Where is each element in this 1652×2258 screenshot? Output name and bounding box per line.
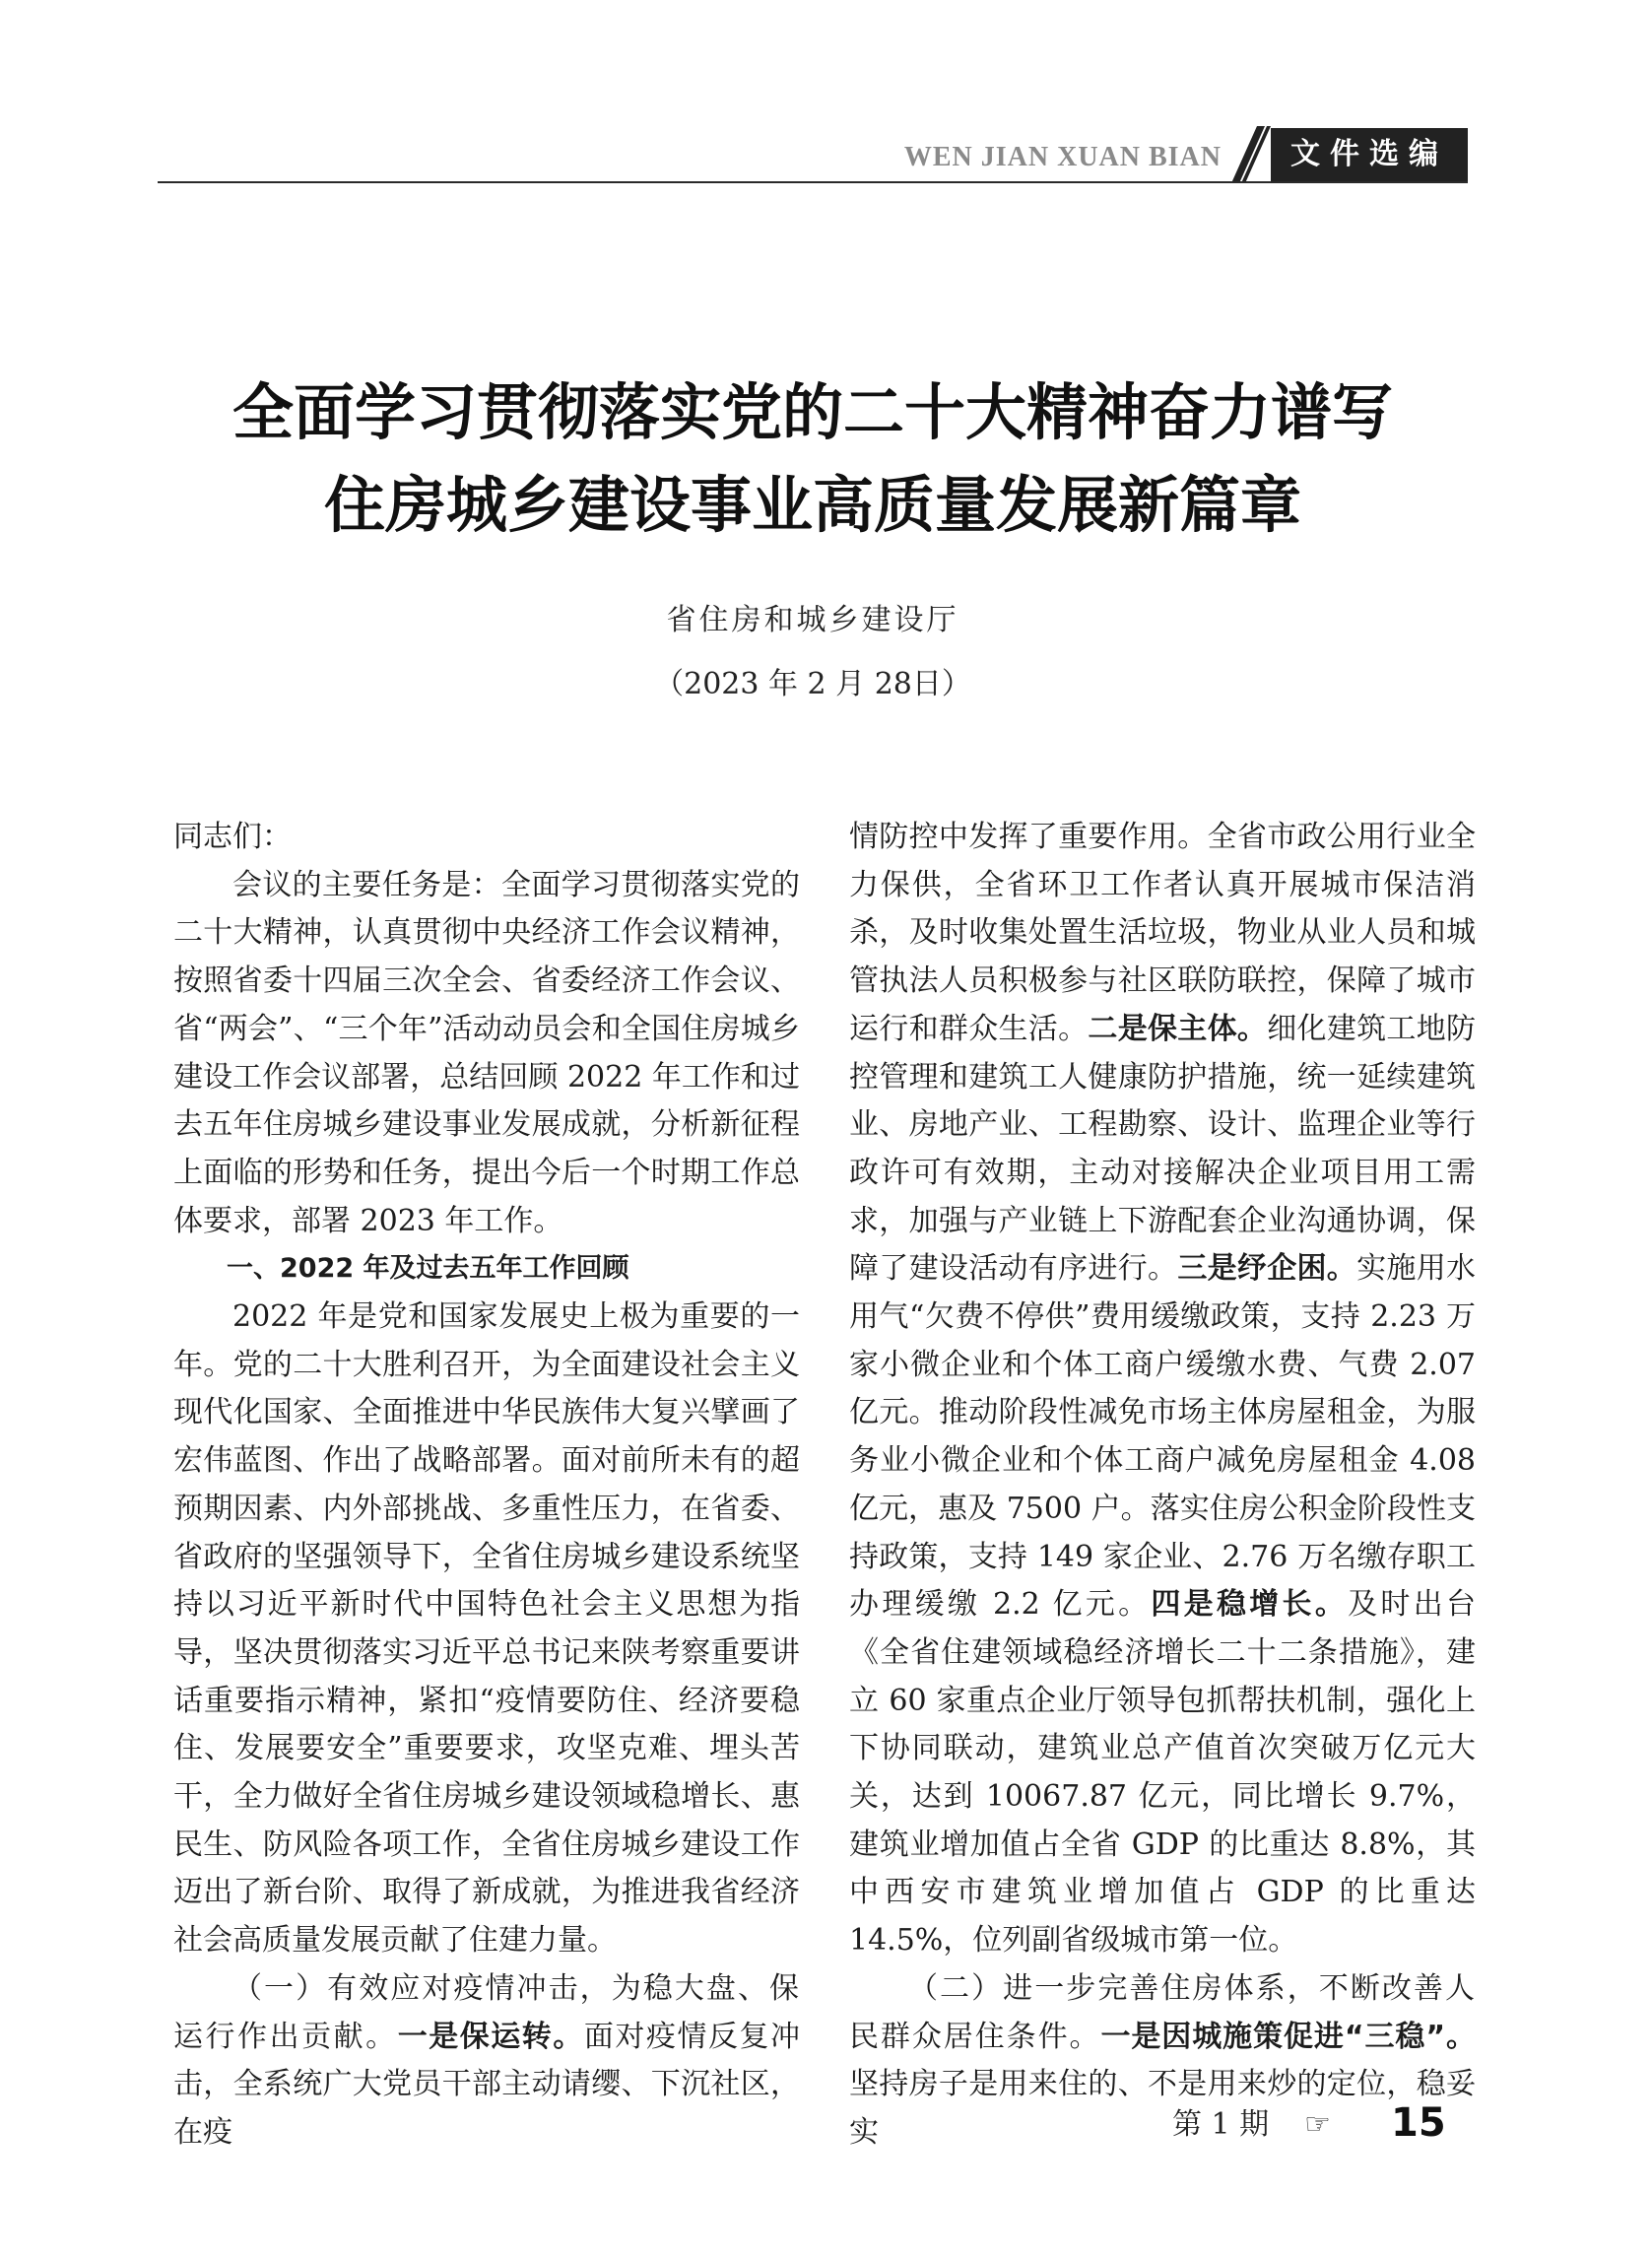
paragraph-intro: 会议的主要任务是：全面学习贯彻落实党的二十大精神，认真贯彻中央经济工作会议精神，按照省委十四届三次全会、省委经济工作会议、省“两会”、“三个年”活动动员会和全国住房城乡建设工作会议部署，总结回顾 2022 年工作和过去五年住房城乡建设事业发展成就，分析新征程上面临的形势和任务，提出今后一个时期工作总体要求，部署 2023 年工作。: [173, 867, 800, 1238]
article-title-line-2: 住房城乡建设事业高质量发展新篇章: [323, 469, 1301, 541]
bold-point-2: 二是保主体。: [1088, 1011, 1268, 1046]
article-title: [158, 366, 1468, 552]
article-title-line-1: 全面学习贯彻落实党的二十大精神奋力谱写: [231, 376, 1393, 448]
subsection-heading-2: （二）进一步完善住房体系，不断改善人民群众居住条件。: [849, 1970, 1476, 2054]
subsection-heading-1: （一）有效应对疫情冲击，为稳大盘、保运行作出贡献。: [173, 1970, 800, 2054]
paragraph-text: 情防控中发挥了重要作用。全省市政公用行业全力保供，全省环卫工作者认真开展城市保洁消杀，及时收集处置生活垃圾，物业从业人员和城管执法人员积极参与社区联防联控，保障了城市运行和群众生活。: [849, 820, 1476, 1046]
paragraph-2022-review: 2022 年是党和国家发展史上极为重要的一年。党的二十大胜利召开，为全面建设社会主义现代化国家、全面推进中华民族伟大复兴擘画了宏伟蓝图、作出了战略部署。面对前所未有的超预期因素、内外部挑战、多重性压力，在省委、省政府的坚强领导下，全省住房城乡建设系统坚持以习近平新时代中国特色社会主义思想为指导，坚决贯彻落实习近平总书记来陕考察重要讲话重要指示精神，紧扣“疫情要防住、经济要稳住、发展要安全”重要要求，攻坚克难、埋头苦干，全力做好全省住房城乡建设领域稳增长、惠民生、防风险各项工作，全省住房城乡建设工作迈出了新台阶、取得了新成就，为推进我省经济社会高质量发展贡献了住建力量。: [173, 1299, 800, 1959]
body-column-left: [173, 814, 800, 2158]
pointing-hand-icon: ☞: [1304, 2107, 1331, 2142]
paragraph-text: 坚持房子是用来住的、不是用来炒的定位，稳妥实: [849, 2067, 1476, 2150]
bold-point-4: 四是稳增长。: [1151, 1587, 1349, 1623]
header-section-latin: WEN JIAN XUAN BIAN: [903, 142, 1222, 172]
article-date: （2023 年 2 月 28日）: [654, 667, 971, 701]
paragraph-epidemic-response: [173, 1965, 800, 2158]
footer-page-number: 15: [1391, 2100, 1446, 2146]
bold-point-3: 三是纾企困。: [1177, 1251, 1357, 1287]
article-issuer: 省住房和城乡建设厅: [666, 603, 959, 637]
paragraph-housing-system: [849, 1965, 1476, 2158]
body-column-right: [849, 814, 1476, 2158]
header-section-tag: 文件选编: [1271, 128, 1468, 181]
bold-point-5: 一是因城施策促进“三稳”。: [1100, 2019, 1477, 2054]
paragraph-text: 实施用水用气“欠费不停供”费用缓缴政策，支持 2.23 万家小微企业和个体工商户缓缴水费、气费 2.07 亿元。推动阶段性减免市场主体房屋租金，为服务业小微企业和个体工商户减免房屋租金 4.08 亿元，惠及 7500 户。落实住房公积金阶段性支持政策，支持 149 家企业、2.76 万名缴存职工办理缓缴 2.2 亿元。: [849, 1251, 1477, 1623]
footer-issue-number: 第 1 期: [1172, 2107, 1270, 2142]
paragraph-text: 及时出台《全省住建领域稳经济增长二十二条措施》，建立 60 家重点企业厅领导包抓帮扶机制，强化上下协同联动，建筑业总产值首次突破万亿元大关，达到 10067.87 亿元，同比增长 9.7%，建筑业增加值占全省 GDP 的比重达 8.8%，其中西安市建筑业增加值占 GDP 的比重达 14.5%，位列副省级城市第一位。: [849, 1587, 1476, 1959]
section-heading-1: 一、2022 年及过去五年工作回顾: [227, 1253, 629, 1285]
paragraph-text: 细化建筑工地防控管理和建筑工人健康防护措施，统一延续建筑业、房地产业、工程勘察、设计、监理企业等行政许可有效期，主动对接解决企业项目用工需求，加强与产业链上下游配套企业沟通协调，保障了建设活动有序进行。: [849, 1011, 1477, 1287]
header-slash-ornament: [1231, 124, 1271, 185]
header-rule: [158, 181, 1468, 183]
greeting: 同志们：: [173, 820, 292, 854]
paragraph-text: 面对疫情反复冲击，全系统广大党员干部主动请缨、下沉社区，在疫: [173, 2019, 801, 2150]
paragraph-epidemic-response-cont: [849, 814, 1476, 1965]
bold-point-1: 一是保运转。: [397, 2019, 584, 2054]
